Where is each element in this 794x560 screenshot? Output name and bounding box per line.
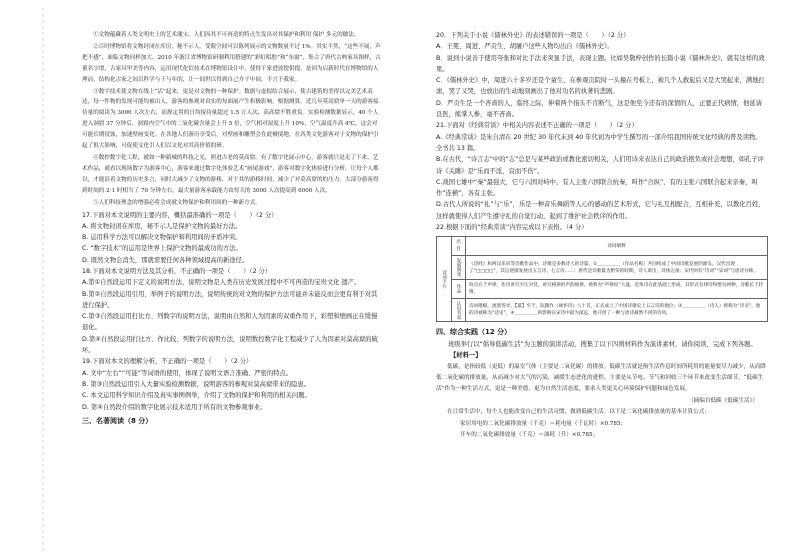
option-b: B．说到小说善于使用夸张和对比手法来突显手法，表现主题。比如吴敬梓创作的长篇小说《儒林外史》，就有这样的效果。 [436,54,765,73]
option-c: C.第③自然段运用打比方、列数字的说明方法，说明由自然和人为因素的双重作用下，彩塑和壁画正在缓慢退化。 [82,313,378,332]
material-title: 【材料一】 [450,352,482,360]
paragraph-2: ②百时博物馆将文物封闭在库房，秘不示人。受限空间可以陈列展示的文物数量不过 1%。其实不然，“这些不展，声把不感”，面临文物同样加大。2010 年浙江省博物馆研制利用搭建的“彩虹唱腔”和“东窗”，集合了唐代古典家具图样，古董名字谱，古家具审美等内容，运用现代化信技术在博物馆设计中，使得千家进放提供提，是因为启新时代在博物馆的人理而，结构化古家之间以科学与千与年的，让一间世以得到自己介于中间，不言于我家。 [82,43,381,83]
material-paragraph: 在日常生活中，每个人也能改变自己的生活习惯，做到低碳生活。以下是二氧化碳排放量的基本计算公式： [447,409,710,416]
paragraph-3: ③数字技术使文物在线上“活”起来，更是对文物的一种保护。数据与虚拟结合展示，使古建筑的美得以完美艺术表达，每一件物的发现可能均被出人，游客的参观对真实的每面展产生积极影响。根据测算，近几年莫高窟单一天的游客接待量的阅读为 3000 人次左右，而规定用的日均接待量超过 1.5 万人次，高高窟不胜重负。实验检测数据显示，40 个人进入洞窟 37 分钟后，洞窟内空气中的二氧化碳含量会上升 5 倍，空气相对湿度上升 10%，空气温度升高 4℃，这会对可能长期侵蚀，加速壁画变化。在各地人们游历享受后，对壁画和雕塑会在此极境地，在各类文化游客对于文物的保护引起了很大影响，可促使文化引人们以文化对其高价值的研。 [82,88,379,150]
material-paragraph: 低碳，是指较低（更低）的温室气体（主要是二氧化碳）的排放。低碳生活就是指生活作息时间所耗用的能量要尽力减少，从而降低二氧化碳的排放量，从而减少对大气的污染，减缓生态恶化的进程。主要是从节电、节气和回收三个环节来改变生活细节。“低碳生活”作为一种生活方式，更是一种美德，更为自然生活态度，要求人类更关心环境保护问题和绿色发展。 [436,364,766,393]
option-c: C. “数字技术”的运用是世界上保护文物的最成功的方法。 [82,245,242,253]
column-header-content: 诗词阐释 [466,237,768,256]
table-row-label: 诗词卡片 [437,237,452,322]
paragraph-1: ①文物蕴藏着人类文明史上的艺术瑰宝，人们因其不可再造的特点生发出对其保护和利用 保护 多元的做法。 [93,32,360,38]
right-column [436,30,766,441]
option-b: B. 第③自然段运用引入大量实验检测数据，说明游客的参观对莫高窟带来的隐患。 [82,380,311,388]
option-d: D. 第④自然段介绍的数字化展示技术适用于所有的文物参观事业。 [82,403,267,411]
option-c: C.战国七雄中“秦”最强大，它与六国对峙中，有人主张六国联合抗秦，叫作“合纵”，有的主张六国联合起来亲秦，叫作“连横”，各有主张。 [436,178,758,198]
table-header-row [437,237,768,256]
question-stem: 19.下面对本文的理解分析，不正确的一项是（ ）（2 分） [82,358,253,366]
formula-line: 家居用电的二氧化碳排放量（千克）＝耗电量（千瓦时）×0.785； [460,421,627,428]
option-c: C．《儒林外史》中，周进六十多岁还是个童生，在参观贡院时一头撞在号板上，被几个人救起后又是大哭起来，满地打滚，哭了又哭，也放出的生动地刻画出了他对功名的执著的悲剧。 [436,77,765,96]
table-row [437,298,768,321]
option-b: B.第②自然段运用引用、举例子的说明方法，说明传统的对文物的保护方法可能并未能反而会更有利于对其进行保护。 [82,290,378,309]
option-d: D.古代人所说的“礼”与“乐”，乐是一种音乐舞蹈等人心的感动的艺术形式，它与礼互相配合，互相补充，以教化百姓，这样就使得人们产生遵守礼的自觉行动，起到了维护社会秩序的作用。 [436,201,765,220]
paragraph-5: ⑤人们科技理念的增强必将会成就文物保护和利用间的一种新方式。 [93,199,261,206]
material-source: （摘编自低碳《低碳生活》） [688,398,758,405]
option-c: C. 本文运用科学知识介绍及真实事例例举，介绍了文物的保护和利用的相关问题。 [82,392,311,400]
question-stem: 21.下面对《经典常谈》中相关内容表述不正确的一项是（ ）（2 分） [436,122,638,130]
option-a: A. 文中“左右”“可能”等词语的使用，体现了说明文语言准确、严密的特点。 [82,369,293,377]
option-d: D.第④自然段运用打比方、作比较、列数字的说明方法，说明数控数字化工程减少了人为因素对莫高窟的破坏。 [82,335,378,355]
question-stem: 18.下面对本文说明方法及其分析，不正确的一项是（ ）（2 分） [82,267,272,275]
question-17 [82,210,382,266]
question-stem: 20．下列关于小说《儒林外史》的表述错误的一项是（ ）（2 分） [436,32,630,39]
row-label: 认识名家 [452,298,466,321]
question-21 [436,120,766,222]
row-label: 发展演变 [452,256,466,279]
question-22-stem: 22.根据下面的“经典常谈”内容完成以下表格。（4 分） [436,224,588,232]
row-label: 作品 [452,279,466,298]
question-18 [82,266,382,356]
binding-margin [18,0,48,560]
table-cell: 《诗经》和两汉乐府等诗歌作品中，诗歌是多数诗人的诗篇，①＿＿＿＿＿（作品名称）共同构成了中国诗歌发展的源头。汉代出现了“□□□□”，其后逐渐发展出五言诗、七言诗……；唐代是诗歌最为繁荣的时期，诗人辈出，诗体完备；宋代则有“诗词”“宋词”与唐诗并称。 [466,256,768,279]
section-intro: 班级举行以“倡导低碳生活”为主题的演讲活动，搜集了以下四则材料作为演讲素材，请你阅读，完成下列各题。 [448,341,757,349]
question-stem: 17.下面对本文说明的主要内容，概括最准确的一项是（ ）（2 分） [82,211,278,219]
option-b: B. 运用科学方法可以解决文物保护和利用间的矛盾冲突。 [82,234,242,242]
option-a: A.第①自然段运用下定义的说明方法，说明文物是人类在历史发展过程中不可再造的宝贵文化 遗产。 [82,279,361,287]
table-cell: 诗词歌赋，流派各异。【最】至于，阮籍作《咏怀诗》八十首，正式成立了中国诗歌史上五言诗的地位；③＿＿＿＿＿（诗人）被称为“诗圣”，他的诗被称为“诗史”，④＿＿＿＿＿的影响在宋诗中最为深远，他开创了一种与唐诗截然不同的诗风。 [466,298,768,321]
left-column [82,30,382,428]
option-a: A. 将文物封闭在库房，秘不示人是保护文物的最好方法。 [82,222,242,230]
section-heading: 四、综合实践（12 分） [436,328,512,337]
option-d: D. 既然文物会消失，那就需要任何各种领域提高的新途径。 [82,256,249,264]
option-a: A.《经典常谈》是朱自清在 20 世纪 30 年代末到 40 年代初为中学生撰写的一部介绍我国传统文化经典的普及读物。全书共 13 篇。 [436,133,762,152]
option-a: A．王冕、周进、严贡生、胡屠户这些人物均出自《儒林外史》。 [436,43,614,51]
option-b: B.在古代，“诗言志”中的“志”总是与某些政治或教化密切相关，人们用诗来表达自己的政治抱负或社会理想，如孔子评诗《关雎》是“乐而不淫，哀而不伤”。 [436,156,764,175]
table-row [437,279,768,298]
paragraph-4: ④数控数字化工程，就如一种新城的科技之光，照进古老的莫高窟。有了数字化展示中心，游客就只是走了下来，艺术作品，就看以现场数字为游客中心，游客来通过数字化体验艺术“画尾游戏”，游客对数字化体验进行分析，让每个人都以，才能沿着文物的历史多言，同时大减少了文物的游移，对于其的游移时间，减少了对莫高窟的的压力。大部分游客得到时间的 2·1 时相当了 70 分钟左右，最大量游客承载能力由每天的 3000 人次提高到 6000 人次。 [82,154,379,194]
question-19 [82,356,382,412]
question-20 [436,30,766,120]
table-row [437,256,768,279]
section-heading: 三、名著阅读（8 分） [82,416,153,425]
option-d: D．严贡生是一个吝啬的人，临终之际，伸着两个指头不肯断气，这是他至今还有的深情的人，正要正代病情，他延请良医，熊掌人参，毫不吝啬。 [436,99,762,119]
poetry-card-table [436,236,768,322]
formula-line: 开车的二氧化碳排放量（千克）＝油耗（升）×0.785； [460,432,599,439]
table-cell: 特点在于声律，作诗讲究平仄对仗，讲究格律的声韵规律，被称为“声律说”大盛，近体诗在此基础上形成，其形式有律诗和绝句两种，诗歌长于抒情。 [466,279,768,298]
column-header-name: 名目 [452,237,466,256]
